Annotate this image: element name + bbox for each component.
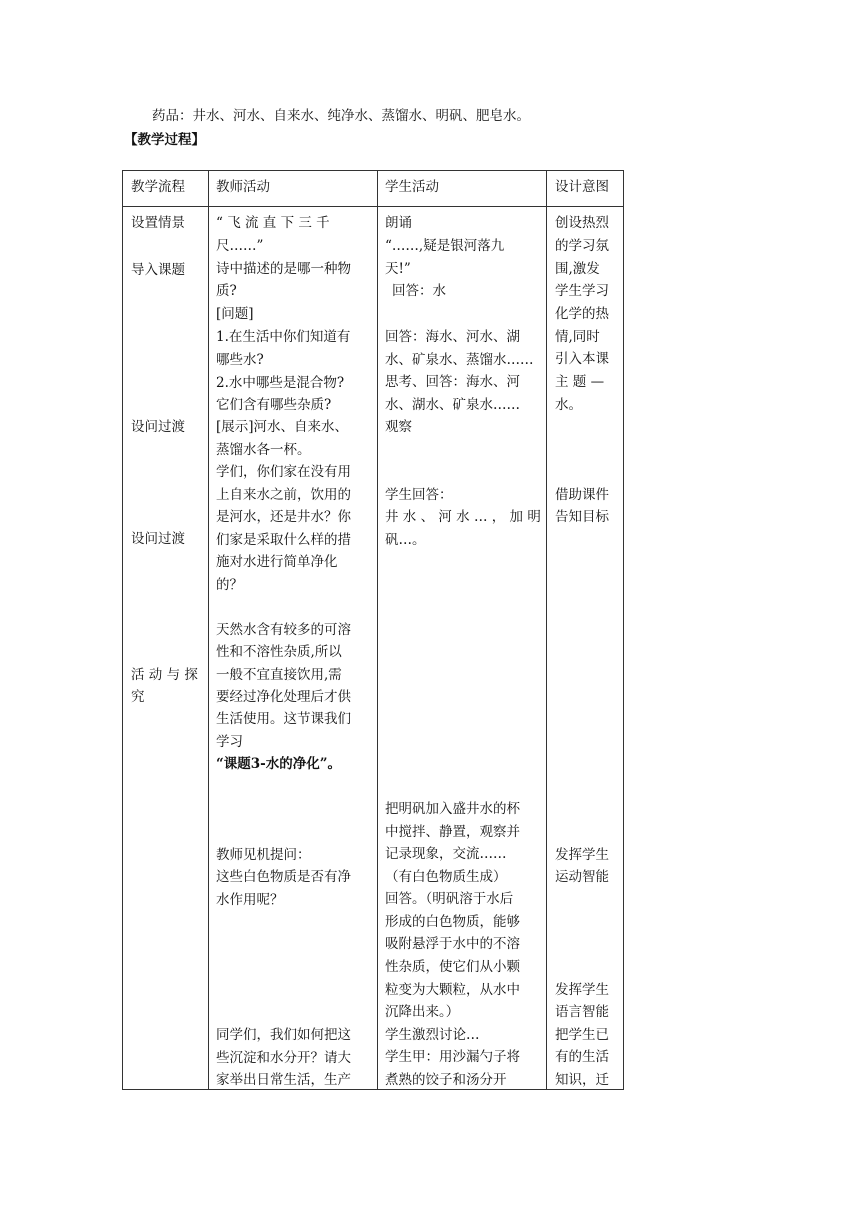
teacher-line: 同学们，我们如何把这 [216, 1027, 351, 1043]
header-bottom-border [122, 206, 624, 207]
intent-line: 创设热烈 [555, 215, 609, 231]
teacher-line: [展示]河水、自来水、 [216, 419, 349, 435]
flow-step: 导入课题 [131, 262, 185, 278]
student-line: 学生回答： [385, 487, 453, 503]
intent-line: 水。 [555, 397, 582, 413]
teacher-line: 一般不宜直接饮用,需 [216, 667, 342, 683]
student-line: 吸附悬浮于水中的不溶 [385, 936, 520, 952]
intent-line: 发挥学生 [555, 847, 609, 863]
student-line: 把明矾加入盛井水的杯 [385, 801, 520, 817]
teacher-line: 施对水进行简单净化 [216, 554, 338, 570]
column-divider-3 [546, 170, 547, 1090]
teacher-line: 的？ [216, 577, 243, 593]
intent-line: 把学生已 [555, 1027, 609, 1043]
teacher-line: 水作用呢？ [216, 892, 284, 908]
teacher-line: 蒸馏水各一杯。 [216, 442, 311, 458]
student-line: 回答。（明矾溶于水后 [385, 891, 514, 907]
column-divider-1 [208, 170, 209, 1090]
student-line: （有白色物质生成） [385, 869, 507, 885]
student-line: 形成的白色物质，能够 [385, 914, 520, 930]
teacher-line: 尺……” [216, 238, 264, 254]
table-top-border [122, 170, 624, 171]
student-line: 沉降出来。） [385, 1004, 460, 1020]
teacher-line: 教师见机提问： [216, 847, 311, 863]
header-flow: 教学流程 [131, 179, 185, 195]
flow-step: 设问过渡 [131, 419, 185, 435]
teacher-line: 质? [216, 283, 237, 299]
materials-line: 药品：井水、河水、自来水、纯净水、蒸馏水、明矾、肥皂水。 [152, 108, 530, 124]
teacher-line: 性和不溶性杂质,所以 [216, 644, 342, 660]
teacher-line: 学们，你们家在没有用 [216, 464, 351, 480]
flow-step: 设问过渡 [131, 531, 185, 547]
header-student: 学生活动 [385, 179, 439, 195]
intent-line: 运动智能 [555, 869, 609, 885]
intent-line: 知识，迁 [555, 1072, 609, 1088]
student-line: 记录现象，交流…… [385, 846, 507, 862]
student-line: 思考、回答：海水、河 [385, 374, 520, 390]
student-line: 朗诵 [385, 215, 412, 231]
teacher-line: 它们含有哪些杂质? [216, 397, 332, 413]
teacher-line: 要经过净化处理后才供 [216, 689, 351, 705]
student-line: 天!” [385, 261, 411, 277]
teacher-line: 家举出日常生活，生产 [216, 1072, 351, 1088]
teacher-line: 这些白色物质是否有净 [216, 869, 351, 885]
intent-line: 主 题 — [555, 374, 605, 390]
flow-step: 究 [131, 689, 145, 705]
teacher-line: “ 飞 流 直 下 三 千 [216, 215, 330, 231]
teacher-line: 们家是采取什么样的措 [216, 532, 351, 548]
student-line: 水、湖水、矿泉水…… [385, 397, 520, 413]
teacher-line: 诗中描述的是哪一种物 [216, 261, 351, 277]
flow-step: 活 动 与 探 [131, 667, 198, 683]
teacher-line: 些沉淀和水分开？请大 [216, 1050, 351, 1066]
intent-line: 借助课件 [555, 487, 609, 503]
intent-line: 化学的热 [555, 306, 609, 322]
table-left-border [122, 170, 123, 1090]
teacher-line: 1.在生活中你们知道有 [216, 329, 351, 345]
student-line: 回答：海水、河水、湖 [385, 329, 520, 345]
intent-line: 有的生活 [555, 1049, 609, 1065]
teacher-line: 2.水中哪些是混合物? [216, 375, 345, 391]
teacher-line: 哪些水? [216, 352, 264, 368]
student-line: 回答：水 [392, 283, 446, 299]
teacher-line: [问题] [216, 306, 254, 322]
intent-line: 引入本课 [555, 351, 609, 367]
lesson-topic: “课题3-水的净化”。 [216, 756, 342, 772]
flow-step: 设置情景 [131, 215, 185, 231]
student-line: 矾…。 [385, 532, 426, 548]
student-line: 学生甲：用沙漏勺子将 [385, 1049, 520, 1065]
student-line: 学生激烈讨论… [385, 1027, 480, 1043]
teacher-line: 是河水，还是井水？你 [216, 509, 351, 525]
header-intent: 设计意图 [555, 179, 609, 195]
table-right-border [623, 170, 624, 1090]
teacher-line: 学习 [216, 734, 243, 750]
intent-line: 情,同时 [555, 329, 600, 345]
student-line: 粒变为大颗粒，从水中 [385, 982, 520, 998]
header-teacher: 教师活动 [216, 179, 270, 195]
intent-line: 发挥学生 [555, 982, 609, 998]
student-line: 中搅拌、静置，观察并 [385, 824, 520, 840]
student-line: 观察 [385, 419, 412, 435]
teacher-line: 上自来水之前，饮用的 [216, 487, 351, 503]
intent-line: 语言智能 [555, 1004, 609, 1020]
student-line: 煮熟的饺子和汤分开 [385, 1072, 507, 1088]
teacher-line: 生活使用。这节课我们 [216, 711, 351, 727]
teacher-line: 天然水含有较多的可溶 [216, 622, 351, 638]
student-line: 井 水 、 河 水 … ， 加 明 [385, 509, 541, 525]
intent-line: 告知目标 [555, 509, 609, 525]
section-heading: 【教学过程】 [124, 132, 205, 148]
intent-line: 围,激发 [555, 261, 600, 277]
intent-line: 学生学习 [555, 283, 609, 299]
intent-line: 的学习氛 [555, 238, 609, 254]
student-line: 性杂质，使它们从小颗 [385, 959, 520, 975]
student-line: “……,疑是银河落九 [385, 238, 505, 254]
column-divider-2 [377, 170, 378, 1090]
table-bottom-border [122, 1089, 624, 1090]
student-line: 水、矿泉水、蒸馏水…… [385, 352, 534, 368]
